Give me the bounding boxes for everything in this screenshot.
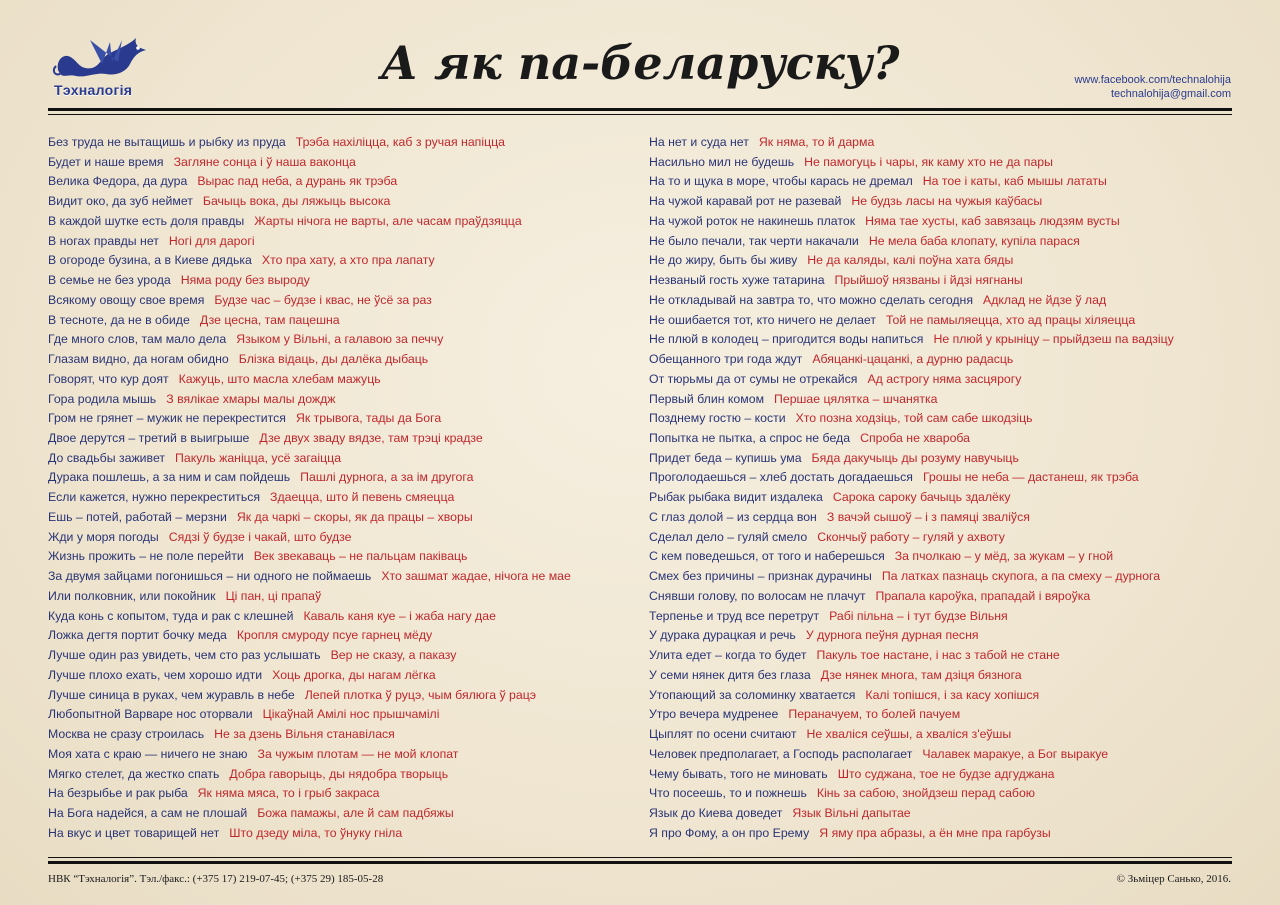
belarusian-proverb: Той не памыляецца, хто ад працы хіляецца: [886, 312, 1136, 327]
belarusian-proverb: Язык Вільні дапытае: [792, 805, 911, 820]
russian-proverb: С глаз долой – из сердца вон: [649, 509, 817, 524]
footer-contact: НВК “Тэхналогія”. Тэл./факс.: (+375 17) 219-07-45; (+375 29) 185-05-28: [48, 873, 384, 885]
russian-proverb: Не до жиру, быть бы живу: [649, 253, 798, 268]
belarusian-proverb: Сядзі ў будзе і чакай, што будзе: [168, 529, 352, 544]
proverb-row: [649, 212, 1249, 232]
belarusian-proverb: На тое і каты, каб мышы лататы: [922, 174, 1107, 189]
proverb-row: [48, 212, 648, 232]
russian-proverb: Утро вечера мудренее: [649, 707, 779, 722]
belarusian-proverb: Першае цялятка – шчанятка: [774, 391, 938, 406]
proverb-row: [649, 765, 1249, 785]
footer-copyright: © Зьміцер Санько, 2016.: [1116, 873, 1231, 885]
belarusian-proverb: Скончыў работу – гуляй у ахвоту: [817, 529, 1005, 544]
belarusian-proverb: Загляне сонца і ў наша ваконца: [173, 154, 356, 169]
proverb-row: [48, 311, 648, 331]
russian-proverb: В семье не без урода: [48, 273, 171, 288]
belarusian-proverb: Каваль каня куе – і жаба нагу дае: [303, 608, 496, 623]
belarusian-proverb: Абяцанкі-цацанкі, а дурню радасць: [812, 352, 1014, 367]
russian-proverb: Не было печали, так черти накачали: [649, 233, 859, 248]
russian-proverb: Чему бывать, того не миновать: [649, 766, 828, 781]
belarusian-proverb: Жарты нічога не варты, але часам праўдзяцца: [254, 213, 522, 228]
contacts: [1074, 73, 1231, 101]
belarusian-proverb: Грошы не неба — дастанеш, як трэба: [922, 470, 1139, 485]
russian-proverb: Или полковник, или покойник: [48, 588, 216, 603]
belarusian-proverb: Не памогуць і чары, як каму хто не да пары: [804, 154, 1053, 169]
russian-proverb: У семи нянек дитя без глаза: [649, 667, 811, 682]
proverb-row: [649, 528, 1249, 548]
belarusian-proverb: Вер не сказу, а паказу: [330, 648, 457, 663]
russian-proverb: На Бога надейся, а сам не плошай: [48, 805, 248, 820]
belarusian-proverb: Добра гаворыць, ды нядобра творыць: [229, 766, 449, 781]
russian-proverb: Утопающий за соломинку хватается: [649, 687, 856, 702]
russian-proverb: На нет и суда нет: [649, 135, 749, 149]
proverb-row: [48, 468, 648, 488]
russian-proverb: Гора родила мышь: [48, 391, 157, 406]
proverb-row: [48, 291, 648, 311]
belarusian-proverb: За пчолкаю – у мёд, за жукам – у гной: [894, 549, 1114, 564]
belarusian-proverb: Што суджана, тое не будзе адгуджана: [837, 766, 1055, 781]
email-link[interactable]: technalohija@gmail.com: [1110, 88, 1231, 100]
belarusian-proverb: З вачэй сышоў – і з памяці зваліўся: [826, 509, 1030, 524]
belarusian-proverb: Як няма, то й дарма: [758, 135, 875, 149]
belarusian-proverb: Рабі пільна – і тут будзе Вільня: [829, 608, 1008, 623]
belarusian-proverb: Як трывога, тады да Бога: [295, 411, 442, 426]
proverb-row: [649, 745, 1249, 765]
page-title: А як па-беларуску?: [380, 36, 900, 90]
belarusian-proverb: Як да чаркі – скоры, як да працы – хворы: [236, 509, 473, 524]
proverb-row: [649, 824, 1249, 844]
proverb-row: [48, 626, 648, 646]
proverb-row: [649, 666, 1249, 686]
bottom-divider: [48, 861, 1232, 864]
russian-proverb: Говорят, что кур доят: [48, 371, 169, 386]
belarusian-proverb: Пераначуем, то болей пачуем: [788, 707, 961, 722]
russian-proverb: Придет беда – купишь ума: [649, 450, 802, 465]
proverb-row: [48, 804, 648, 824]
belarusian-proverb: Як няма мяса, то і грыб закраса: [197, 786, 380, 801]
proverb-row: [48, 587, 648, 607]
russian-proverb: Позднему гостю – кости: [649, 411, 786, 426]
belarusian-proverb: Няма тае хусты, каб завязаць людзям вусты: [865, 213, 1120, 228]
proverb-row: [649, 429, 1249, 449]
russian-proverb: Жди у моря погоды: [48, 529, 159, 544]
proverb-row: [48, 192, 648, 212]
proverb-row: [649, 547, 1249, 567]
russian-proverb: Не плюй в колодец – пригодится воды напиться: [649, 332, 924, 347]
russian-proverb: Если кажется, нужно перекреститься: [48, 490, 261, 505]
proverb-row: [48, 251, 648, 271]
russian-proverb: Улита едет – когда то будет: [649, 648, 807, 663]
proverb-row: [649, 370, 1249, 390]
russian-proverb: На чужой роток не накинешь платок: [649, 213, 856, 228]
belarusian-proverb: Спроба не хвароба: [860, 431, 971, 446]
proverb-row: [649, 291, 1249, 311]
belarusian-proverb: Языком у Вільні, а галавою за печчу: [236, 332, 444, 347]
russian-proverb: Дурака пошлешь, а за ним и сам пойдешь: [48, 470, 291, 485]
proverb-row: [649, 350, 1249, 370]
russian-proverb: На то и щука в море, чтобы карась не дремал: [649, 174, 913, 189]
top-divider: [48, 108, 1232, 111]
proverb-row: [48, 449, 648, 469]
proverb-row: [649, 251, 1249, 271]
belarusian-proverb: Блізка відаць, ды далёка дыбаць: [238, 352, 429, 367]
russian-proverb: Куда конь с копытом, туда и рак с клешней: [48, 608, 294, 623]
russian-proverb: Я про Фому, а он про Ерему: [649, 825, 810, 840]
russian-proverb: Не откладывай на завтра то, что можно сделать сегодня: [649, 292, 974, 307]
belarusian-proverb: Не хваліся сеўшы, а хваліся з'еўшы: [806, 727, 1012, 742]
russian-proverb: В каждой шутке есть доля правды: [48, 213, 245, 228]
bottom-divider-thin: [48, 857, 1232, 858]
right-column: [649, 133, 1249, 843]
russian-proverb: Мягко стелет, да жестко спать: [48, 766, 220, 781]
russian-proverb: Глазам видно, да ногам обидно: [48, 352, 229, 367]
russian-proverb: Где много слов, там мало дела: [48, 332, 227, 347]
belarusian-proverb: Пашлі дурнога, а за ім другога: [300, 470, 474, 485]
belarusian-proverb: Прыйшоў нязваны і йдзі нягнаны: [834, 273, 1023, 288]
proverb-row: [48, 133, 648, 153]
proverb-row: [649, 488, 1249, 508]
russian-proverb: Без труда не вытащишь и рыбку из пруда: [48, 135, 286, 149]
proverb-row: [649, 468, 1249, 488]
belarusian-proverb: Калі топішся, і за касу хопішся: [865, 687, 1040, 702]
proverb-row: [48, 330, 648, 350]
belarusian-proverb: Ногі для дарогі: [168, 233, 255, 248]
proverb-row: [48, 488, 648, 508]
russian-proverb: На вкус и цвет товарищей нет: [48, 825, 220, 840]
belarusian-proverb: Бачыць вока, ды ляжыць высока: [202, 194, 391, 209]
proverb-row: [48, 705, 648, 725]
proverb-row: [48, 567, 648, 587]
belarusian-proverb: Бяда дакучыць ды розуму навучыць: [811, 450, 1019, 465]
russian-proverb: В огороде бузина, а в Киеве дядька: [48, 253, 252, 268]
left-column: [48, 133, 648, 843]
russian-proverb: Попытка не пытка, а спрос не беда: [649, 431, 851, 446]
top-divider-thin: [48, 114, 1232, 115]
proverb-row: [649, 409, 1249, 429]
russian-proverb: Человек предполагает, а Господь располагает: [649, 746, 913, 761]
belarusian-proverb: Я яму пра абразы, а ён мне пра гарбузы: [819, 825, 1051, 840]
russian-proverb: Лучше синица в руках, чем журавль в небе: [48, 687, 295, 702]
russian-proverb: Обещанного три года ждут: [649, 352, 803, 367]
belarusian-proverb: Здаецца, што й певень смяецца: [270, 490, 455, 505]
belarusian-proverb: Хоць дрогка, ды нагам лёгка: [272, 667, 436, 682]
proverb-row: [48, 607, 648, 627]
belarusian-proverb: Хто позна ходзіць, той сам сабе шкодзіць: [795, 411, 1033, 426]
russian-proverb: Что посеешь, то и пожнешь: [649, 786, 807, 801]
belarusian-proverb: Чалавек маракуе, а Бог выракуе: [922, 746, 1109, 761]
proverb-row: [649, 725, 1249, 745]
belarusian-proverb: Дзе нянек многа, там дзіця бязнога: [820, 667, 1022, 682]
proverb-row: [48, 172, 648, 192]
belarusian-proverb: Кінь за сабою, знойдзеш перад сабою: [816, 786, 1036, 801]
russian-proverb: От тюрьмы да от сумы не отрекайся: [649, 371, 858, 386]
russian-proverb: Москва не сразу строилась: [48, 727, 205, 742]
russian-proverb: На безрыбье и рак рыба: [48, 786, 188, 801]
belarusian-proverb: Лепей плотка ў руцэ, чым бялюга ў рацэ: [304, 687, 537, 702]
proverb-row: [649, 271, 1249, 291]
proverb-row: [649, 804, 1249, 824]
russian-proverb: Насильно мил не будешь: [649, 154, 795, 169]
russian-proverb: Первый блин комом: [649, 391, 765, 406]
proverb-row: [649, 508, 1249, 528]
proverb-row: [649, 626, 1249, 646]
russian-proverb: Рыбак рыбака видит издалека: [649, 490, 823, 505]
belarusian-proverb: Па латках пазнаць скупога, а па смеху – дурнога: [881, 569, 1161, 584]
belarusian-proverb: Божа памажы, але й сам падбяжы: [257, 805, 454, 820]
belarusian-proverb: Ад астрогу няма засцярогу: [867, 371, 1022, 386]
proverb-row: [48, 409, 648, 429]
proverb-row: [649, 232, 1249, 252]
russian-proverb: Ложка дегтя портит бочку меда: [48, 628, 227, 643]
proverb-row: [48, 745, 648, 765]
proverb-row: [649, 646, 1249, 666]
proverb-row: [649, 390, 1249, 410]
belarusian-proverb: Цікаўнай Амілі нос прышчамілі: [262, 707, 440, 722]
belarusian-proverb: Кажуць, што масла хлебам мажуць: [178, 371, 381, 386]
russian-proverb: Гром не грянет – мужик не перекрестится: [48, 411, 286, 426]
proverb-row: [649, 686, 1249, 706]
belarusian-proverb: Ці пан, ці прапаў: [225, 588, 322, 603]
russian-proverb: На чужой каравай рот не разевай: [649, 194, 842, 209]
belarusian-proverb: Дзе цесна, там пацешна: [199, 312, 340, 327]
proverb-row: [48, 390, 648, 410]
belarusian-proverb: Хто пра хату, а хто пра лапату: [261, 253, 435, 268]
russian-proverb: Двое дерутся – третий в выигрыше: [48, 431, 250, 446]
proverb-row: [48, 547, 648, 567]
russian-proverb: Ешь – потей, работай – мерзни: [48, 509, 227, 524]
russian-proverb: Моя хата с краю — ничего не знаю: [48, 746, 248, 761]
belarusian-proverb: Не да каляды, калі поўна хата бяды: [807, 253, 1014, 268]
proverb-row: [649, 133, 1249, 153]
russian-proverb: Проголодаешься – хлеб достать догадаешься: [649, 470, 913, 485]
belarusian-proverb: Будзе час – будзе і квас, не ўсё за раз: [214, 292, 432, 307]
belarusian-proverb: Не мела баба клопату, купіла парася: [868, 233, 1080, 248]
proverb-row: [48, 528, 648, 548]
russian-proverb: Лучше плохо ехать, чем хорошо идти: [48, 667, 263, 682]
belarusian-proverb: Не за дзень Вільня станавілася: [214, 727, 395, 742]
russian-proverb: Лучше один раз увидеть, чем сто раз услышать: [48, 648, 321, 663]
russian-proverb: Всякому овощу свое время: [48, 292, 205, 307]
proverb-row: [48, 725, 648, 745]
belarusian-proverb: Кропля смуроду псуе гарнец мёду: [236, 628, 433, 643]
russian-proverb: Незваный гость хуже татарина: [649, 273, 825, 288]
russian-proverb: Жизнь прожить – не поле перейти: [48, 549, 244, 564]
proverb-row: [48, 508, 648, 528]
proverb-row: [649, 449, 1249, 469]
belarusian-proverb: Прапала кароўка, прападай і вяроўка: [875, 588, 1091, 603]
russian-proverb: Цыплят по осени считают: [649, 727, 797, 742]
belarusian-proverb: Вырас пад неба, а дурань як трэба: [197, 174, 398, 189]
russian-proverb: Не ошибается тот, кто ничего не делает: [649, 312, 876, 327]
russian-proverb: До свадьбы заживет: [48, 450, 166, 465]
belarusian-proverb: Няма роду без выроду: [180, 273, 310, 288]
belarusian-proverb: Што дзеду міла, то ўнуку гніла: [229, 825, 403, 840]
proverb-row: [48, 271, 648, 291]
proverb-row: [48, 350, 648, 370]
proverb-row: [649, 567, 1249, 587]
proverb-row: [48, 429, 648, 449]
russian-proverb: Любопытной Варваре нос оторвали: [48, 707, 253, 722]
logo-text: Тэхналогія: [54, 82, 133, 98]
belarusian-proverb: Не будзь ласы на чужыя каўбасы: [851, 194, 1043, 209]
russian-proverb: Терпенье и труд все перетрут: [649, 608, 820, 623]
belarusian-proverb: З вялікае хмары малы дождж: [166, 391, 336, 406]
russian-proverb: Снявши голову, по волосам не плачут: [649, 588, 866, 603]
russian-proverb: Смех без причины – признак дурачины: [649, 569, 872, 584]
russian-proverb: С кем поведешься, от того и наберешься: [649, 549, 885, 564]
proverb-row: [48, 666, 648, 686]
proverb-row: [48, 686, 648, 706]
proverb-row: [649, 587, 1249, 607]
proverb-row: [48, 765, 648, 785]
proverb-row: [649, 784, 1249, 804]
belarusian-proverb: Сарока сароку бачыць здалёку: [832, 490, 1011, 505]
belarusian-proverb: Трэба нахіліцца, каб з ручая напіцца: [295, 135, 505, 149]
russian-proverb: За двумя зайцами погонишься – ни одного не поймаешь: [48, 569, 372, 584]
proverb-row: [48, 232, 648, 252]
belarusian-proverb: Пакуль тое настане, і нас з табой не стане: [816, 648, 1060, 663]
proverb-row: [649, 311, 1249, 331]
belarusian-proverb: Не плюй у крыніцу – прыйдзеш па вадзіцу: [933, 332, 1174, 347]
belarusian-proverb: Дзе двух зваду вядзе, там трэці крадзе: [259, 431, 483, 446]
russian-proverb: Будет и наше время: [48, 154, 164, 169]
belarusian-proverb: Век звекаваць – не пальцам паківаць: [253, 549, 468, 564]
belarusian-proverb: За чужым плотам — не мой клопат: [257, 746, 459, 761]
russian-proverb: Велика Федора, да дура: [48, 174, 188, 189]
belarusian-proverb: Адклад не йдзе ў лад: [983, 292, 1107, 307]
russian-proverb: В ногах правды нет: [48, 233, 159, 248]
proverb-row: [48, 824, 648, 844]
belarusian-proverb: Пакуль жаніцца, усё загаіцца: [175, 450, 342, 465]
proverb-row: [649, 192, 1249, 212]
belarusian-proverb: У дурнога пеўня дурная песня: [805, 628, 979, 643]
belarusian-proverb: Хто зашмат жадае, нічога не мае: [381, 569, 571, 584]
proverb-row: [649, 705, 1249, 725]
proverb-row: [48, 153, 648, 173]
russian-proverb: Язык до Киева доведет: [649, 805, 783, 820]
proverb-row: [649, 330, 1249, 350]
proverb-row: [649, 607, 1249, 627]
russian-proverb: Видит око, да зуб неймет: [48, 194, 193, 209]
proverb-row: [48, 370, 648, 390]
proverb-row: [48, 784, 648, 804]
russian-proverb: Сделал дело – гуляй смело: [649, 529, 808, 544]
facebook-link[interactable]: www.facebook.com/technalohija: [1074, 74, 1231, 86]
proverb-row: [48, 646, 648, 666]
proverb-row: [649, 172, 1249, 192]
russian-proverb: В тесноте, да не в обиде: [48, 312, 190, 327]
russian-proverb: У дурака дурацкая и речь: [649, 628, 796, 643]
proverb-row: [649, 153, 1249, 173]
